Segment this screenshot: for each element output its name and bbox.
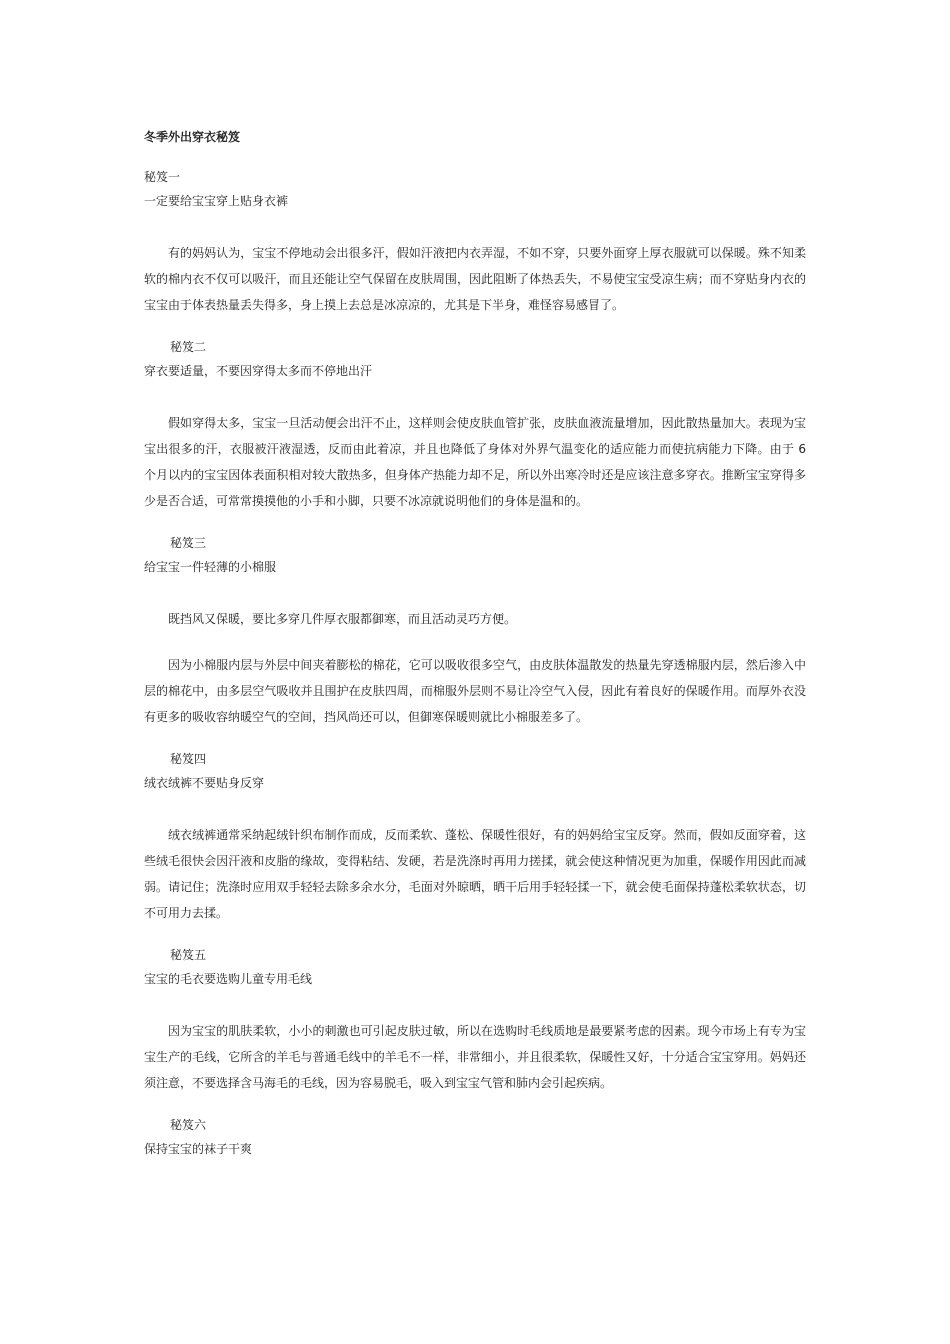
section-2 bbox=[144, 338, 806, 514]
section-6 bbox=[144, 1116, 806, 1158]
document-page bbox=[144, 128, 806, 1188]
paragraph: 因为宝宝的肌肤柔软，小小的刺激也可引起皮肤过敏，所以在选购时毛线质地是最要紧考虑的因素。现今市场上有专为宝宝生产的毛线，它所含的羊毛与普通毛线中的羊毛不一样，非常细小，并且很柔软，保暖性又好，十分适合宝宝穿用。妈妈还须注意，不要选择含马海毛的毛线，因为容易脱毛，吸入到宝宝气管和肺内会引起疾病。 bbox=[144, 1024, 806, 1090]
section-heading: 穿衣要适量，不要因穿得太多而不停地出汗 bbox=[144, 364, 373, 378]
section-5 bbox=[144, 946, 806, 1096]
section-label: 秘笈一 bbox=[144, 170, 181, 184]
paragraph: 绒衣绒裤通常采纳起绒针织布制作而成，反而柔软、蓬松、保暖性很好，有的妈妈给宝宝反穿。然而，假如反面穿着，这些绒毛很快会因汗液和皮脂的缘故，变得粘结、发硬，若是洗涤时再用力搓揉，就会使这种情况更为加重，保暖作用因此而减弱。请记住；洗涤时应用双手轻轻去除多余水分，毛面对外晾晒，晒干后用手轻轻揉一下，就会使毛面保持蓬松柔软状态，切不可用力去揉。 bbox=[144, 828, 806, 920]
paragraph: 假如穿得太多，宝宝一旦活动便会出汗不止，这样则会使皮肤血管扩张，皮肤血液流量增加，因此散热量加大。表现为宝宝出很多的汗，衣服被汗液湿透，反而由此着凉，并且也降低了身体对外界气温变化的适应能力而使抗病能力下降。由于 6 个月以内的宝宝因体表面积相对较大散热多，但身体产热能力却不足，所以外出寒冷时还是应该注意多穿衣。推断宝宝穿得多少是否合适，可常常摸摸他的小手和小脚，只要不冰凉就说明他们的身体是温和的。 bbox=[144, 416, 806, 508]
paragraph: 有的妈妈认为，宝宝不停地动会出很多汗，假如汗液把内衣弄湿，不如不穿，只要外面穿上厚衣服就可以保暖。殊不知柔软的棉内衣不仅可以吸汗，而且还能让空气保留在皮肤周围，因此阻断了体热丢失，不易使宝宝受凉生病；而不穿贴身内衣的宝宝由于体表热量丢失得多，身上摸上去总是冰凉凉的，尤其是下半身，难怪容易感冒了。 bbox=[144, 246, 806, 312]
section-4 bbox=[144, 750, 806, 926]
section-heading: 保持宝宝的袜子干爽 bbox=[144, 1142, 253, 1156]
section-heading: 给宝宝一件轻薄的小棉服 bbox=[144, 560, 277, 574]
page-title: 冬季外出穿衣秘笈 bbox=[144, 130, 241, 144]
section-1 bbox=[144, 168, 806, 318]
section-3 bbox=[144, 534, 806, 730]
section-heading: 一定要给宝宝穿上贴身衣裤 bbox=[144, 194, 289, 208]
section-label: 秘笈五 bbox=[170, 948, 207, 962]
paragraph: 因为小棉服内层与外层中间夹着膨松的棉花，它可以吸收很多空气，由皮肤体温散发的热量先穿透棉服内层，然后渗入中层的棉花中，由多层空气吸收并且围护在皮肤四周，而棉服外层则不易让冷空气入侵，因此有着良好的保暖作用。而厚外衣没有更多的吸收容纳暖空气的空间，挡风尚还可以，但御寒保暖则就比小棉服差多了。 bbox=[144, 658, 806, 724]
section-heading: 绒衣绒裤不要贴身反穿 bbox=[144, 776, 265, 790]
section-label: 秘笈二 bbox=[170, 340, 207, 354]
section-label: 秘笈六 bbox=[170, 1118, 207, 1132]
section-label: 秘笈四 bbox=[170, 752, 207, 766]
section-label: 秘笈三 bbox=[170, 536, 207, 550]
section-heading: 宝宝的毛衣要选购儿童专用毛线 bbox=[144, 972, 313, 986]
paragraph: 既挡风又保暖，要比多穿几件厚衣服都御寒，而且活动灵巧方便。 bbox=[168, 612, 517, 626]
